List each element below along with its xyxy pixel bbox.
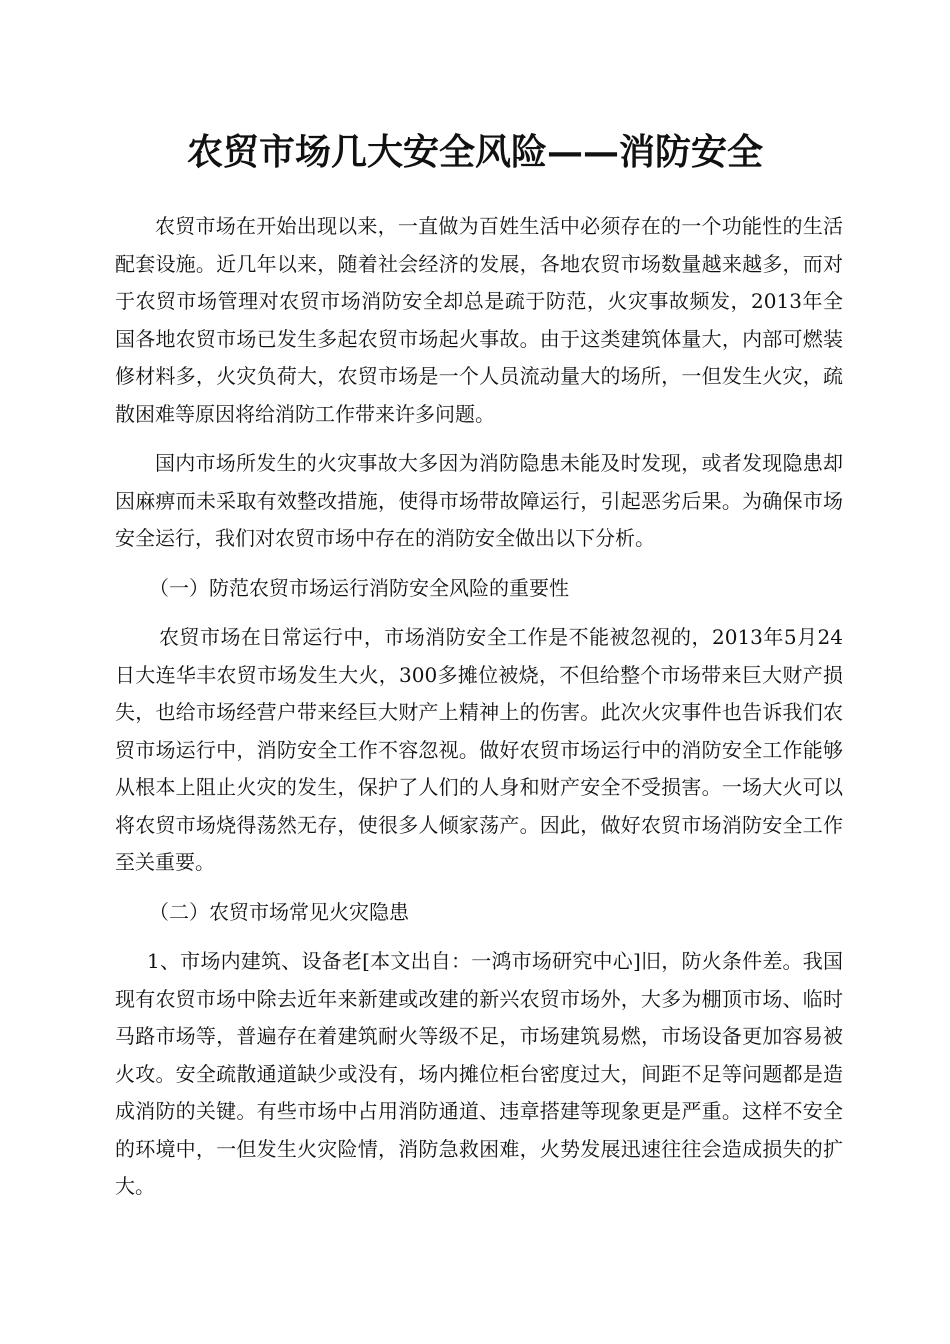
document-body (115, 208, 843, 1218)
paragraph-importance: 农贸市场在日常运行中，市场消防安全工作是不能被忽视的，2013年5月24日大连华丰农贸市场发生大火，300多摊位被烧，不但给整个市场带来巨大财产损失，也给市场经营户带来经巨大财产上精神上的伤害。此次火灾事件也告诉我们农贸市场运行中，消防安全工作不容忽视。做好农贸市场运行中的消防安全工作能够从根本上阻止火灾的发生，保护了人们的人身和财产安全不受损害。一场大火可以将农贸市场烧得荡然无存，使很多人倾家荡产。因此，做好农贸市场消防安全工作至关重要。 (115, 625, 843, 874)
paragraph-intro: 农贸市场在开始出现以来，一直做为百姓生活中必须存在的一个功能性的生活配套设施。近几年以来，随着社会经济的发展，各地农贸市场数量越来越多，而对于农贸市场管理对农贸市场消防安全却总是疏于防范，火灾事故频发，2013年全国各地农贸市场已发生多起农贸市场起火事故。由于这类建筑体量大，内部可燃装修材料多，火灾负荷大，农贸市场是一个人员流动量大的场所，一但发生火灾，疏散困难等原因将给消防工作带来许多问题。 (115, 214, 843, 426)
paragraph-hazard-1: 1、市场内建筑、设备老[本文出自：一鸿市场研究中心]旧，防火条件差。我国现有农贸市场中除去近年来新建或改建的新兴农贸市场外，大多为棚顶市场、临时马路市场等，普遍存在着建筑耐火等级不足，市场建筑易燃，市场设备更加容易被火攻。安全疏散通道缺少或没有，场内摊位柜台密度过大，间距不足等问题都是造成消防的关键。有些市场中占用消防通道、违章搭建等现象更是严重。这样不安全的环境中，一但发生火灾险情，消防急救困难，火势发展迅速往往会造成损失的扩大。 (115, 949, 843, 1198)
section-heading-hazards: （二）农贸市场常见火灾隐患 (149, 899, 409, 924)
document-title: 农贸市场几大安全风险——消防安全 (186, 131, 763, 173)
paragraph-fire-accidents: 国内市场所发生的火灾事故大多因为消防隐患未能及时发现，或者发现隐患却因麻痹而未采取有效整改措施，使得市场带故障运行，引起恶劣后果。为确保市场安全运行，我们对农贸市场中存在的消防安全做出以下分析。 (115, 451, 843, 550)
section-heading-importance: （一）防范农贸市场运行消防安全风险的重要性 (149, 575, 569, 600)
